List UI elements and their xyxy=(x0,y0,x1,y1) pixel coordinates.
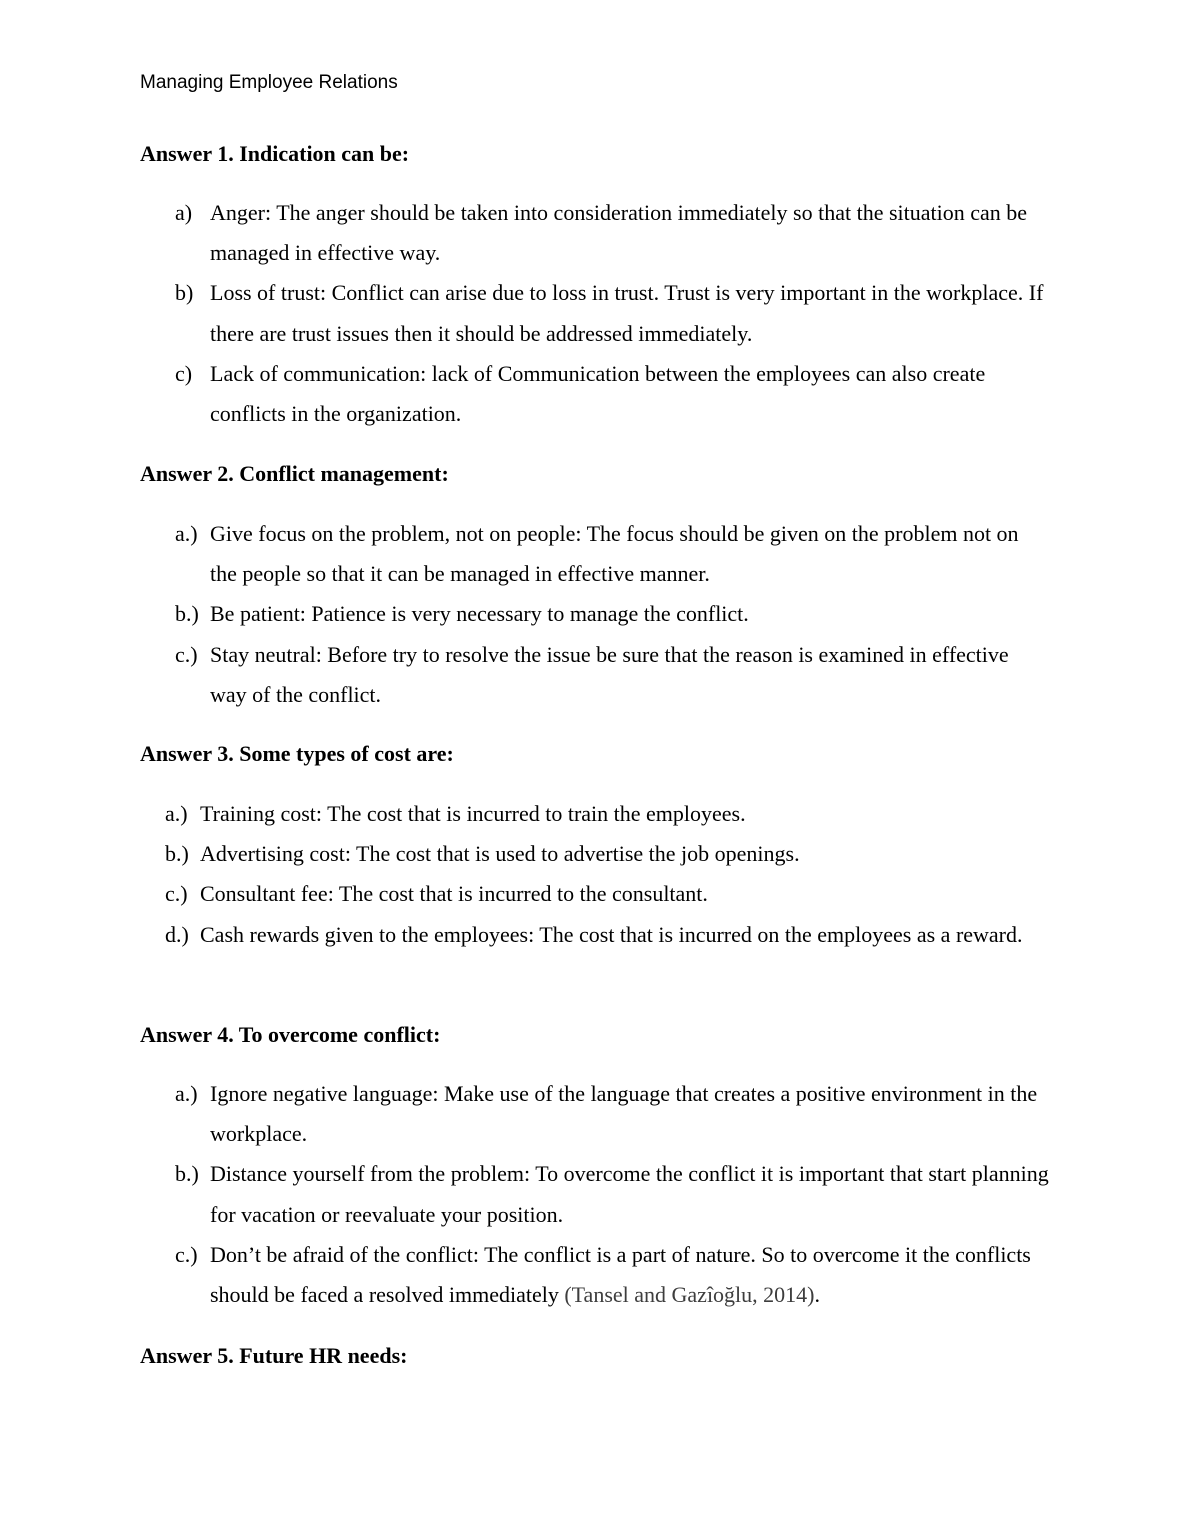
list-item-text: Give focus on the problem, not on people: The focus should be given on the problem not on the people so that it can be managed in effective manner. xyxy=(210,521,1019,587)
list-item-text: Stay neutral: Before try to resolve the issue be sure that the reason is examined in effective way of the conflict. xyxy=(210,641,1009,707)
page-header: Managing Employee Relations xyxy=(140,72,398,93)
list-marker: a) xyxy=(175,200,193,225)
list-item xyxy=(165,915,1040,955)
citation-end: . xyxy=(814,1282,820,1308)
list-item xyxy=(175,1074,1050,1154)
list-marker: a.) xyxy=(175,521,198,546)
list-item-text: Consultant fee: The cost that is incurred to the consultant. xyxy=(200,881,708,907)
list-marker: c.) xyxy=(175,1241,198,1267)
list-item xyxy=(175,514,1050,594)
list-item-text: Be patient: Patience is very necessary to manage the conflict. xyxy=(210,601,749,627)
list-item xyxy=(175,273,1050,353)
list-item xyxy=(175,1154,1050,1234)
list-item-text: Anger: The anger should be taken into consideration immediately so that the situation can be managed in effective way. xyxy=(210,200,1028,266)
list-item-text: Advertising cost: The cost that is used to advertise the job openings. xyxy=(200,841,800,867)
list-item xyxy=(175,1235,1050,1315)
list-item xyxy=(175,193,1050,273)
list-marker: b.) xyxy=(175,1161,199,1187)
answer-list xyxy=(175,514,1050,715)
list-marker: c.) xyxy=(175,641,198,667)
list-item xyxy=(175,354,1050,434)
list-item xyxy=(165,874,1040,914)
list-item xyxy=(165,794,1040,834)
list-marker: b.) xyxy=(165,841,189,867)
section-heading: Answer 4. To overcome conflict: xyxy=(140,1022,441,1047)
list-marker: c) xyxy=(175,360,193,386)
list-marker: d.) xyxy=(165,921,189,947)
list-marker: a.) xyxy=(165,801,188,826)
answer-list xyxy=(165,794,1040,955)
list-item-text: Loss of trust: Conflict can arise due to loss in trust. Trust is very important in the workplace. If there are trust issues then it should be addressed immediately. xyxy=(210,280,1044,346)
list-item-text: Distance yourself from the problem: To overcome the conflict it is important that start planning for vacation or reevaluate your position. xyxy=(210,1161,1049,1227)
list-marker: b.) xyxy=(175,601,199,627)
list-item xyxy=(175,594,1050,634)
list-marker: c.) xyxy=(165,881,188,907)
list-item-text: Ignore negative language: Make use of the language that creates a positive environment in the workplace. xyxy=(210,1081,1038,1147)
citation: (Tansel and Gazîoğlu, 2014) xyxy=(564,1282,815,1308)
list-item-text: Don’t be afraid of the conflict: The conflict is a part of nature. So to overcome it the conflicts should be faced a resolved immediately xyxy=(210,1241,1031,1308)
section-heading: Answer 1. Indication can be: xyxy=(140,141,410,166)
list-marker: a.) xyxy=(175,1081,198,1106)
list-marker: b) xyxy=(175,280,194,306)
section-heading: Answer 3. Some types of cost are: xyxy=(140,741,454,766)
list-item xyxy=(165,834,1040,874)
answer-list xyxy=(175,193,1050,434)
answer-list xyxy=(175,1074,1050,1315)
list-item-text: Lack of communication: lack of Communication between the employees can also create conflicts in the organization. xyxy=(210,360,986,427)
section-heading: Answer 2. Conflict management: xyxy=(140,461,449,486)
list-item-text: Cash rewards given to the employees: The cost that is incurred on the employees as a reward. xyxy=(200,921,1023,947)
list-item-text: Training cost: The cost that is incurred to train the employees. xyxy=(200,801,746,826)
list-item xyxy=(175,635,1050,715)
section-heading: Answer 5. Future HR needs: xyxy=(140,1343,408,1368)
